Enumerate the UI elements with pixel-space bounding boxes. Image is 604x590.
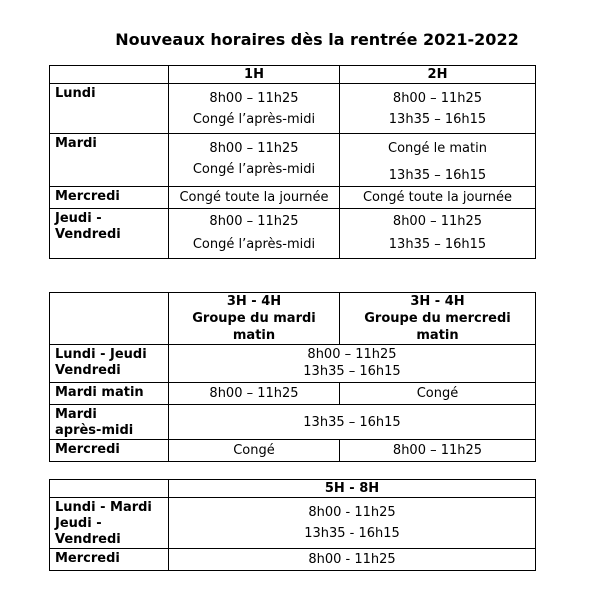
day-label: Mercredi	[50, 549, 169, 571]
table-row	[50, 84, 536, 134]
cell-3h4h-mercredi: 8h00 – 11h25	[340, 440, 536, 462]
table-header-row	[50, 480, 536, 498]
day-label: Mardi après-midi	[50, 405, 169, 440]
header-3h4h-mardi: 3H - 4H Groupe du mardi matin	[169, 293, 340, 345]
schedule-table-5h-8h	[49, 479, 536, 571]
cell-2h: 8h00 – 11h25 13h35 – 16h15	[340, 209, 536, 259]
cell-2h: 8h00 – 11h25 13h35 – 16h15	[340, 84, 536, 134]
cell-span: 8h00 - 11h25 13h35 - 16h15	[169, 498, 536, 549]
cell-2h: Congé toute la journée	[340, 187, 536, 209]
cell-span: 8h00 – 11h25 13h35 – 16h15	[169, 345, 536, 383]
cell-1h: Congé toute la journée	[169, 187, 340, 209]
cell-1h: 8h00 – 11h25 Congé l’après-midi	[169, 84, 340, 134]
day-label: Mercredi	[50, 187, 169, 209]
table-header-row	[50, 293, 536, 345]
day-label: Lundi	[50, 84, 169, 134]
table-row	[50, 440, 536, 462]
day-label: Mercredi	[50, 440, 169, 462]
cell-3h4h-mardi: 8h00 – 11h25	[169, 383, 340, 405]
cell-3h4h-mardi: Congé	[169, 440, 340, 462]
cell-span: 13h35 – 16h15	[169, 405, 536, 440]
day-label: Mardi	[50, 134, 169, 187]
page-title: Nouveaux horaires dès la rentrée 2021-2022	[115, 30, 519, 49]
table-row	[50, 345, 536, 383]
cell-3h4h-mercredi: Congé	[340, 383, 536, 405]
schedule-table-1h-2h	[49, 65, 536, 259]
table-row	[50, 549, 536, 571]
table-row	[50, 187, 536, 209]
day-label: Mardi matin	[50, 383, 169, 405]
day-label: Jeudi - Vendredi	[50, 209, 169, 259]
table-row	[50, 134, 536, 187]
table-row	[50, 498, 536, 549]
day-label: Lundi - Jeudi Vendredi	[50, 345, 169, 383]
header-5h8h: 5H - 8H	[169, 480, 536, 498]
table-row	[50, 405, 536, 440]
header-2h: 2H	[340, 66, 536, 84]
header-empty	[50, 66, 169, 84]
schedule-table-3h-4h	[49, 292, 536, 462]
header-3h4h-mercredi: 3H - 4H Groupe du mercredi matin	[340, 293, 536, 345]
cell-1h: 8h00 – 11h25 Congé l’après-midi	[169, 209, 340, 259]
table-header-row	[50, 66, 536, 84]
table-row	[50, 209, 536, 259]
header-1h: 1H	[169, 66, 340, 84]
cell-2h: Congé le matin 13h35 – 16h15	[340, 134, 536, 187]
cell-span: 8h00 - 11h25	[169, 549, 536, 571]
header-empty	[50, 480, 169, 498]
header-empty	[50, 293, 169, 345]
day-label: Lundi - Mardi Jeudi - Vendredi	[50, 498, 169, 549]
cell-1h: 8h00 – 11h25 Congé l’après-midi	[169, 134, 340, 187]
table-row	[50, 383, 536, 405]
